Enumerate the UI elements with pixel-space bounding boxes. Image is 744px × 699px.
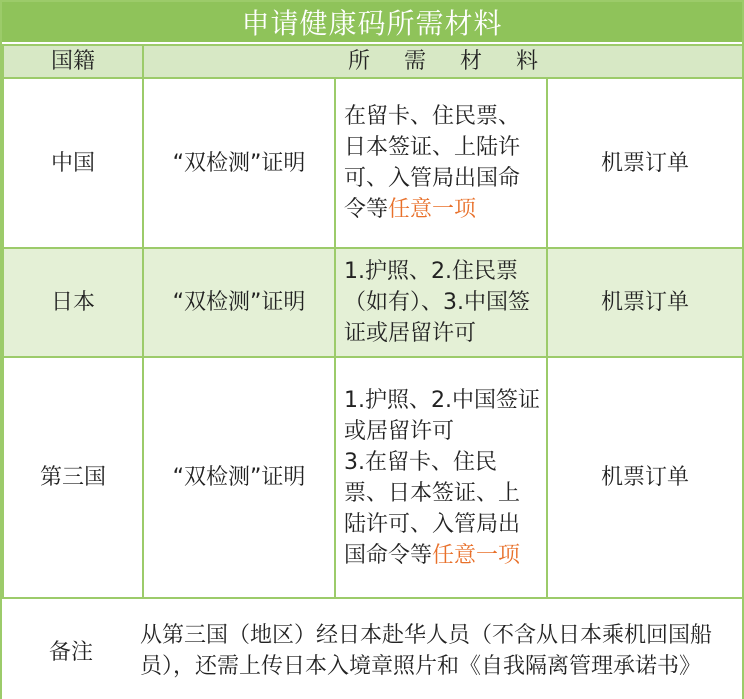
id-docs-text: 1.护照、2.住民票（如有）、3.中国签证或居留许可: [344, 259, 530, 346]
id-docs-text: 在留卡、住民票、日本签证、上陆许可、入管局出国命令等: [344, 104, 521, 222]
ticket-cell: 机票订单: [547, 248, 743, 357]
id-docs-cell: [335, 248, 547, 357]
header-materials: [143, 45, 743, 78]
ticket-cell: 机票订单: [547, 357, 743, 598]
test-proof-cell: “双检测”证明: [143, 248, 335, 357]
country-cell: 第三国: [3, 357, 143, 598]
id-docs-highlight: 任意一项: [388, 197, 477, 222]
id-docs-text: 1.护照、2.中国签证或居留许可: [344, 387, 540, 444]
page-title: 申请健康码所需材料: [2, 2, 742, 44]
id-docs-text-2: [344, 447, 540, 571]
remarks-text: 从第三国（地区）经日本赴华人员（不含从日本乘机回国船员），还需上传日本入境章照片和《自我隔离管理承诺书》: [140, 622, 713, 679]
remarks-section: [2, 600, 744, 699]
table-row: [3, 357, 743, 598]
test-proof-cell: “双检测”证明: [143, 357, 335, 598]
id-docs-highlight: 任意一项: [432, 542, 521, 568]
id-docs-cell: [335, 78, 547, 248]
country-cell: 中国: [3, 78, 143, 248]
table-header-row: [3, 45, 743, 78]
id-docs-cell: [335, 357, 547, 598]
ticket-cell: 机票订单: [547, 78, 743, 248]
materials-table: [2, 44, 744, 599]
test-proof-cell: “双检测”证明: [143, 78, 335, 248]
header-materials-label: 所需材料: [347, 49, 572, 74]
table-row: [3, 78, 743, 248]
country-cell: 日本: [3, 248, 143, 357]
remarks-label: 备注: [48, 640, 93, 665]
id-docs-text-2-main: 3.在留卡、住民票、日本签证、上陆许可、入管局出国命令等: [344, 449, 521, 568]
header-country: 国籍: [3, 45, 143, 78]
table-row: [3, 248, 743, 357]
